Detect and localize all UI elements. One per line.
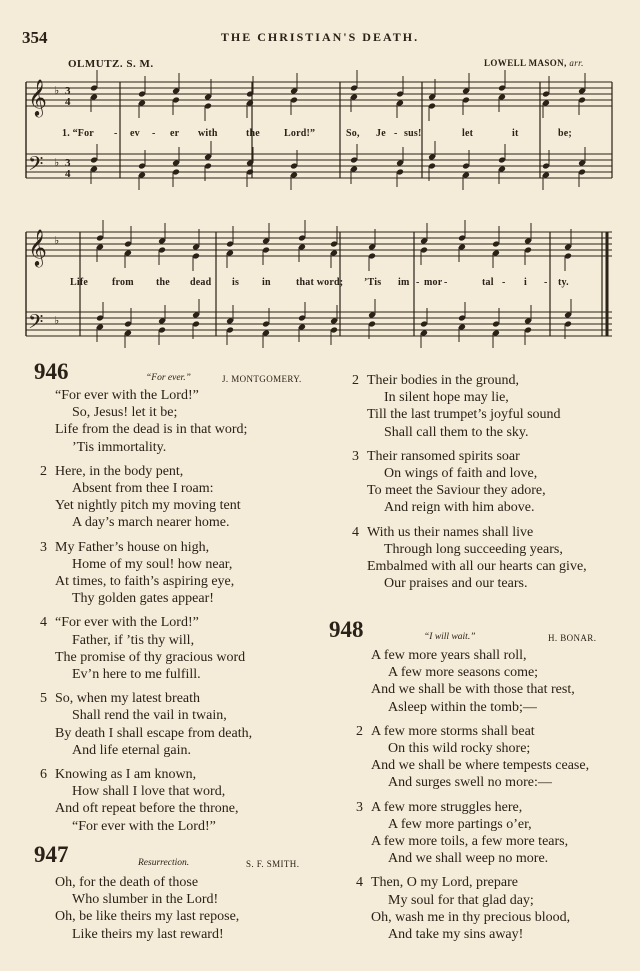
stanza-line: [40, 725, 330, 742]
stanza: [356, 647, 636, 716]
time-sig-bottom: 4: [65, 168, 71, 180]
lyric-syllable: 1. “For: [62, 128, 94, 139]
stanza-line-text: And life eternal gain.: [72, 742, 191, 758]
lyric-syllable: i: [524, 277, 527, 288]
stanza-line: [40, 800, 330, 817]
treble-staff: [26, 82, 612, 106]
stanza-line-text: My soul for that glad day;: [388, 892, 534, 908]
stanza-line: [40, 707, 330, 724]
stanza-line: [40, 783, 330, 800]
stanza-line: [356, 850, 636, 867]
stanza-line-text: And oft repeat before the throne,: [55, 801, 239, 817]
bass-staff: [26, 154, 612, 178]
lyrics-line-2: [0, 277, 640, 291]
stanza-line: [356, 816, 636, 833]
stanza-line-text: A few more struggles here,: [371, 799, 523, 815]
stanza-line-text: Their ransomed spirits soar: [367, 448, 520, 464]
hymn-946-right-column: [352, 372, 632, 592]
stanza-line-text: Absent from thee I roam:: [72, 481, 214, 497]
hymn-number-947: 947: [34, 842, 69, 867]
stanza: [356, 874, 636, 943]
stanza-line-text: A few more storms shall beat: [371, 723, 535, 739]
page-number: 354: [22, 28, 48, 47]
stanza-line: [40, 926, 330, 943]
stanza-line: [352, 499, 632, 516]
stanza-number: 3: [352, 448, 359, 464]
stanza: [40, 874, 330, 943]
stanza-line: [352, 465, 632, 482]
stanza-line: [356, 699, 636, 716]
stanza-line: [356, 909, 636, 926]
lyric-syllable: -: [152, 128, 156, 139]
stanza-line-text: The promise of thy gracious word: [55, 649, 246, 665]
stanza-line-text: On wings of faith and love,: [384, 466, 538, 482]
stanza-line: [40, 614, 330, 631]
hymn-number-946: 946: [34, 359, 69, 384]
stanza-line: [356, 681, 636, 698]
bass-clef: 𝄢: [28, 152, 44, 180]
composer-name: LOWELL MASON,: [484, 58, 567, 68]
hymn-946-stanzas-continued: [352, 372, 632, 592]
stanza-line-text: And we shall be where tempests cease,: [371, 758, 590, 774]
lyric-syllable: -: [444, 277, 448, 288]
stanza-line-text: Till the last trumpet’s joyful sound: [367, 407, 561, 423]
lyric-syllable: from: [112, 277, 134, 288]
stanza-line: [352, 524, 632, 541]
lyric-syllable: sus!: [404, 128, 422, 139]
stanza-line: [352, 541, 632, 558]
hymn-946-author: J. MONTGOMERY.: [222, 374, 302, 384]
stanza-line: [40, 463, 330, 480]
stanza: [352, 372, 632, 441]
hymn-946-left-column: [40, 387, 330, 835]
stanza-line-text: Their bodies in the ground,: [367, 373, 520, 388]
stanza-line-text: Then, O my Lord, prepare: [371, 875, 518, 891]
stanza-line: [40, 480, 330, 497]
stanza-line-text: Life from the dead is in that word;: [55, 422, 248, 438]
lyric-syllable: be;: [558, 128, 572, 139]
stanza-line-text: To meet the Saviour they adore,: [367, 483, 546, 499]
hymn-947-stanzas: [40, 874, 330, 943]
hymn-946-title-text: “For ever.”: [146, 373, 191, 383]
stanza-line: [352, 448, 632, 465]
stanza-line-text: A few more toils, a few more tears,: [371, 834, 569, 850]
stanza-line: [40, 874, 330, 891]
stanza-line-text: How shall I love that word,: [72, 784, 226, 800]
stanza-line: [356, 664, 636, 681]
lyrics-line-1: [0, 128, 640, 142]
stanza-line-text: “For ever with the Lord!”: [72, 818, 216, 834]
hymn-948-column: [356, 647, 636, 943]
stanza-line-text: And we shall be with those that rest,: [371, 682, 575, 698]
stanza-line-text: At times, to faith’s aspiring eye,: [55, 574, 235, 590]
stanza-line-text: Yet nightly pitch my moving tent: [55, 498, 241, 514]
stanza-line: [40, 891, 330, 908]
stanza-line: [356, 723, 636, 740]
stanza: [356, 723, 636, 792]
key-flat: ♭: [54, 157, 60, 169]
stanza: [40, 614, 330, 683]
stanza-line: [352, 406, 632, 423]
stanza-line-text: A few more seasons come;: [388, 665, 539, 681]
stanza-line: [40, 908, 330, 925]
stanza-number: 2: [352, 373, 359, 388]
stanza-line: [352, 575, 632, 592]
time-sig-bottom: 4: [65, 96, 71, 108]
stanza-line: [40, 573, 330, 590]
stanza-line: [40, 539, 330, 556]
stanza-line: [352, 482, 632, 499]
lyric-syllable: tal: [482, 277, 494, 288]
stanza-line-text: Knowing as I am known,: [55, 767, 197, 783]
stanza-line-text: Father, if ’tis thy will,: [72, 632, 195, 648]
stanza-line: [40, 497, 330, 514]
stanza-line-text: On this wild rocky shore;: [388, 741, 531, 757]
stanza-line-text: My Father’s house on high,: [55, 539, 210, 555]
stanza-line: [356, 757, 636, 774]
stanza-line-text: A few more partings o’er,: [388, 816, 532, 832]
stanza-line: [40, 556, 330, 573]
hymn-948-stanzas: [356, 647, 636, 943]
composer-note: arr.: [569, 58, 584, 68]
stanza-line-text: Shall rend the vail in twain,: [72, 708, 227, 724]
stanza-number: 6: [40, 767, 47, 783]
stanza-line-text: Oh, be like theirs my last repose,: [55, 909, 240, 925]
hymn-946-stanzas: [40, 387, 330, 835]
hymn-947-author: S. F. SMITH.: [246, 859, 300, 869]
stanza-line: [40, 421, 330, 438]
key-flat: ♭: [54, 85, 60, 97]
stanza-line: [356, 892, 636, 909]
lyric-syllable: the: [156, 277, 170, 288]
lyric-syllable: Je: [376, 128, 386, 139]
stanza-line-text: And surges swell no more:—: [388, 775, 552, 791]
stanza: [352, 524, 632, 593]
lyric-syllable: -: [394, 128, 398, 139]
stanza-line: [356, 833, 636, 850]
stanza-line-text: ’Tis immortality.: [72, 439, 167, 455]
treble-clef: 𝄞: [28, 228, 47, 266]
lyric-syllable: Lord!”: [284, 128, 316, 139]
lyric-syllable: -: [114, 128, 118, 139]
stanza-line-text: A few more years shall roll,: [371, 648, 527, 663]
stanza: [40, 766, 330, 835]
stanza-line: [356, 874, 636, 891]
lyric-syllable: mor: [424, 277, 443, 288]
stanza-line-text: Home of my soul! how near,: [72, 556, 233, 572]
stanza-line: [356, 647, 636, 664]
stanza-line-text: Thy golden gates appear!: [72, 591, 214, 607]
stanza-line: [356, 926, 636, 943]
lyric-syllable: the: [246, 128, 260, 139]
stanza-number: 5: [40, 691, 47, 707]
stanza-number: 4: [356, 875, 363, 891]
lyric-syllable: -: [544, 277, 548, 288]
stanza-line-text: Ev’n here to me fulfill.: [72, 667, 201, 683]
stanza-line-text: With us their names shall live: [367, 524, 534, 540]
lyric-syllable: er: [170, 128, 180, 139]
stanza-line: [40, 439, 330, 456]
stanza-line: [352, 389, 632, 406]
stanza-line: [40, 514, 330, 531]
key-flat: ♭: [54, 315, 60, 327]
stanza: [352, 448, 632, 517]
hymn-number-948: 948: [329, 617, 364, 642]
lyric-syllable: im: [398, 277, 410, 288]
stanza-line: [40, 742, 330, 759]
stanza-line-text: And reign with him above.: [384, 500, 535, 516]
lyric-syllable: with: [198, 128, 218, 139]
stanza-line: [40, 387, 330, 404]
stanza-line: [40, 690, 330, 707]
stanza: [40, 463, 330, 532]
stanza-line: [40, 632, 330, 649]
stanza-line-text: Our praises and our tears.: [384, 576, 528, 592]
lyric-syllable: -: [416, 277, 420, 288]
stanza-line-text: Oh, for the death of those: [55, 875, 199, 890]
stanza-line: [40, 404, 330, 421]
time-sig-top: 3: [65, 157, 71, 169]
stanza-line: [352, 558, 632, 575]
composer: [484, 58, 584, 68]
lyric-syllable: it: [512, 128, 519, 139]
stanza-number: 3: [356, 799, 363, 815]
hymn-947-title: [138, 857, 189, 868]
stanza-line-text: Oh, wash me in thy precious blood,: [371, 909, 571, 925]
stanza-line-text: By death I shall escape from death,: [55, 725, 253, 741]
lyric-syllable: that word;: [296, 277, 344, 288]
stanza-line-text: Through long succeeding years,: [384, 541, 563, 557]
lyric-syllable: dead: [190, 277, 212, 288]
stanza-line-text: Shall call them to the sky.: [384, 424, 529, 440]
lyric-syllable: ’Tis: [364, 277, 382, 288]
stanza-line: [352, 424, 632, 441]
lyric-syllable: -: [502, 277, 506, 288]
stanza-number: 3: [40, 539, 47, 555]
stanza-line-text: Like theirs my last reward!: [72, 926, 224, 942]
treble-clef: 𝄞: [28, 78, 47, 116]
bass-clef: 𝄢: [28, 310, 44, 338]
stanza-line-text: And take my sins away!: [388, 927, 524, 943]
stanza-line-text: In silent hope may lie,: [384, 390, 509, 406]
stanza-line: [352, 372, 632, 389]
running-title: THE CHRISTIAN'S DEATH.: [220, 30, 420, 44]
stanza-line-text: “For ever with the Lord!”: [55, 388, 199, 403]
stanza: [40, 539, 330, 608]
tune-name: OLMUTZ. S. M.: [68, 58, 154, 70]
lyric-syllable: ev: [130, 128, 140, 139]
lyric-syllable: ty.: [558, 277, 569, 288]
stanza-line-text: “For ever with the Lord!”: [55, 615, 199, 631]
lyric-syllable: let: [462, 128, 474, 139]
stanza-line: [356, 740, 636, 757]
stanza-line-text: A day’s march nearer home.: [72, 515, 230, 531]
stanza-line: [356, 774, 636, 791]
stanza-number: 4: [40, 615, 47, 631]
hymn-948-title: [424, 631, 475, 642]
lyric-syllable: Life: [70, 277, 89, 288]
stanza-line: [40, 818, 330, 835]
hymn-947-title-text: Resurrection.: [138, 858, 190, 868]
stanza-line-text: So, Jesus! let it be;: [72, 405, 178, 421]
hymn-947-column: [40, 874, 330, 943]
lyric-syllable: is: [232, 277, 240, 288]
stanza-line-text: Asleep within the tomb;—: [388, 699, 537, 715]
key-flat: ♭: [54, 235, 60, 247]
stanza: [40, 690, 330, 759]
stanza-line-text: Embalmed with all our hearts can give,: [367, 559, 587, 575]
hymn-948-author: H. BONAR.: [548, 633, 597, 643]
stanza: [40, 387, 330, 456]
lyric-syllable: So,: [346, 128, 360, 139]
time-sig-top: 3: [65, 85, 71, 97]
stanza: [356, 799, 636, 868]
hymn-948-title-text: “I will wait.”: [424, 632, 476, 642]
stanza-line: [40, 766, 330, 783]
stanza-line: [356, 799, 636, 816]
stanza-line-text: So, when my latest breath: [55, 691, 201, 707]
stanza-line-text: Here, in the body pent,: [55, 463, 184, 479]
hymn-946-title: [146, 372, 191, 383]
stanza-line: [40, 590, 330, 607]
lyric-syllable: in: [262, 277, 271, 288]
stanza-line: [40, 666, 330, 683]
stanza-number: 2: [40, 463, 47, 479]
stanza-line-text: Who slumber in the Lord!: [72, 892, 219, 908]
stanza-number: 4: [352, 524, 359, 540]
stanza-line-text: And we shall weep no more.: [388, 851, 549, 867]
stanza-line: [40, 649, 330, 666]
stanza-number: 2: [356, 723, 363, 739]
